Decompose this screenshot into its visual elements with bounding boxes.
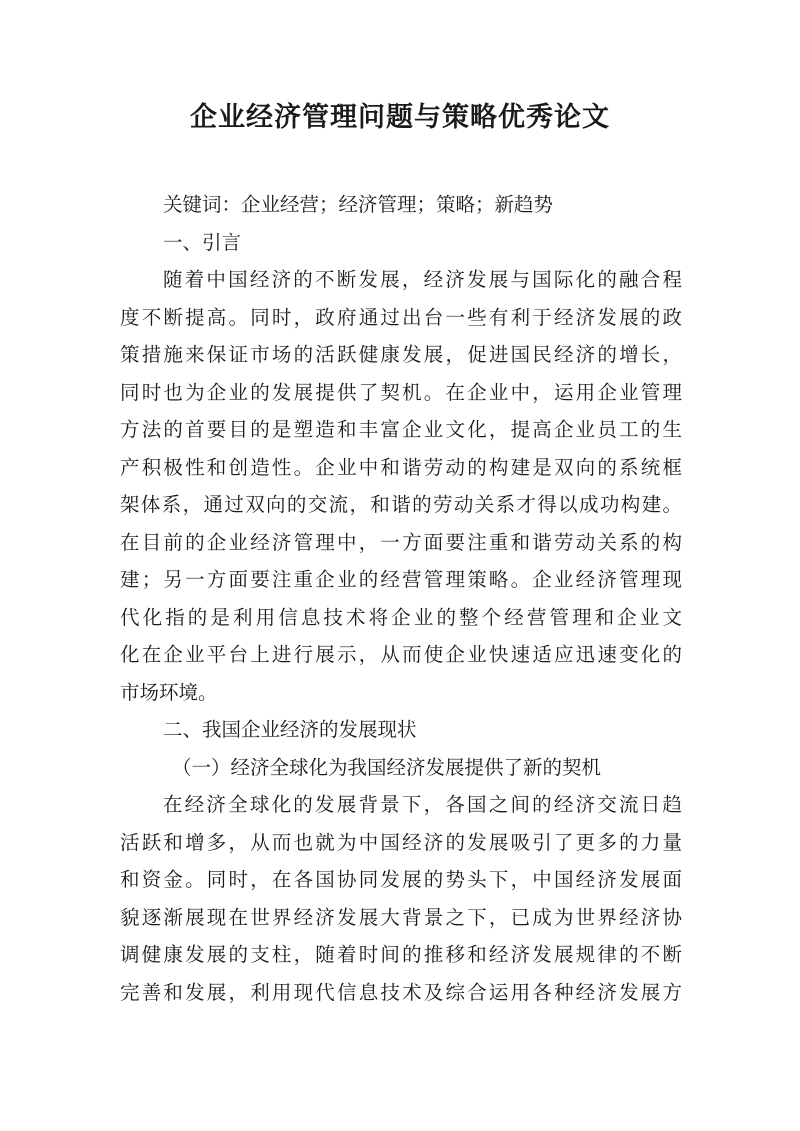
paragraph-line: 在经济全球化的发展背景下，各国之间的经济交流日趋 bbox=[163, 793, 682, 816]
paragraph-line: 代化指的是利用信息技术将企业的整个经营管理和企业文 bbox=[120, 605, 682, 629]
section-heading-development-status: 二、我国企业经济的发展现状 bbox=[163, 718, 417, 741]
paragraph-line: 同时也为企业的发展提供了契机。在企业中，运用企业管理 bbox=[120, 380, 682, 404]
paragraph-line: 度不断提高。同时，政府通过出台一些有利于经济发展的政 bbox=[120, 305, 682, 329]
paragraph-line: 活跃和增多，从而也就为中国经济的发展吸引了更多的力量 bbox=[120, 830, 682, 854]
paragraph-line: 完善和发展，利用现代信息技术及综合运用各种经济发展方 bbox=[120, 980, 682, 1004]
paragraph-globalization bbox=[120, 786, 682, 1011]
section-heading-introduction: 一、引言 bbox=[163, 230, 242, 254]
paragraph-line: 市场环境。 bbox=[120, 680, 218, 704]
paragraph-line: 随着中国经济的不断发展，经济发展与国际化的融合程 bbox=[163, 268, 682, 291]
paragraph-line: 调健康发展的支柱，随着时间的推移和经济发展规律的不断 bbox=[120, 943, 682, 966]
paragraph-line: 架体系，通过双向的交流，和谐的劳动关系才得以成功构建。 bbox=[120, 493, 682, 516]
paragraph-line: 和资金。同时，在各国协同发展的势头下，中国经济发展面 bbox=[120, 868, 682, 891]
paragraph-line: 产积极性和创造性。企业中和谐劳动的构建是双向的系统框 bbox=[120, 455, 682, 479]
paragraph-line: 化在企业平台上进行展示，从而使企业快速适应迅速变化的 bbox=[120, 643, 682, 666]
paragraph-line: 貌逐渐展现在世界经济发展大背景之下，已成为世界经济协 bbox=[120, 905, 682, 929]
keywords-line: 关键词：企业经营；经济管理；策略；新趋势 bbox=[163, 193, 554, 216]
subsection-heading-globalization: （一）经济全球化为我国经济发展提供了新的契机 bbox=[172, 755, 602, 779]
paragraph-introduction bbox=[120, 261, 682, 711]
paragraph-line: 策措施来保证市场的活跃健康发展，促进国民经济的增长， bbox=[120, 343, 682, 366]
paragraph-line: 建；另一方面要注重企业的经营管理策略。企业经济管理现 bbox=[120, 568, 682, 591]
document-body bbox=[120, 186, 682, 1011]
paragraph-line: 在目前的企业经济管理中，一方面要注重和谐劳动关系的构 bbox=[120, 530, 682, 554]
paragraph-line: 方法的首要目的是塑造和丰富企业文化，提高企业员工的生 bbox=[120, 418, 682, 441]
page-title: 企业经济管理问题与策略优秀论文 bbox=[190, 102, 610, 133]
